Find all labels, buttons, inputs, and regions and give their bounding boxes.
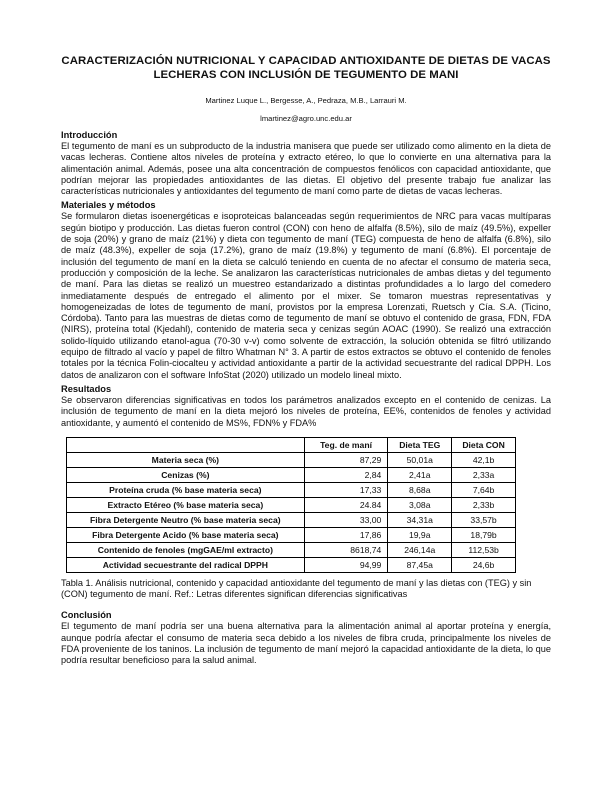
row-label: Proteína cruda (% base materia seca) [67,482,305,497]
author-email: lmartinez@agro.unc.edu.ar [260,114,352,123]
cell-dieta-teg: 19,9a [388,527,452,542]
results-table [66,437,516,573]
cell-teg: 94,99 [304,557,388,572]
table-row [67,542,516,557]
row-label: Materia seca (%) [67,452,305,467]
cell-teg: 8618,74 [304,542,388,557]
results-text: Se observaron diferencias significativas en todos los parámetros analizados excepto en el contenido de cenizas. La inclusión de tegumento de maní en la dieta mejoró los niveles de proteína, EE%, contenidos de fenoles y actividad antioxidante, y aumentó el contenido de MS%, FDN% y FDA% [61,394,551,428]
cell-dieta-con: 33,57b [452,512,516,527]
cell-dieta-teg: 2,41a [388,467,452,482]
cell-dieta-con: 2,33a [452,467,516,482]
table-header-dieta-con: Dieta CON [452,437,516,452]
row-label: Fibra Detergente Neutro (% base materia seca) [67,512,305,527]
cell-dieta-teg: 34,31a [388,512,452,527]
cell-dieta-con: 42,1b [452,452,516,467]
intro-text: El tegumento de maní es un subproducto de la industria manisera que puede ser utilizado como alimento en la dieta de vacas lecheras. Contiene altos niveles de proteína y extracto etéreo, lo que lo convierte en una alternativa para la alimentación animal. Además, posee una alta concentración de compuestos fenólicos con capacidad antioxidante, que podrían mejorar las propiedades antioxidantes de las dietas. El objetivo del presente trabajo fue analizar las características nutricionales y antioxidantes del tegumento de maní como parte de dietas de vacas lecheras. [61,141,551,197]
cell-dieta-con: 18,79b [452,527,516,542]
results-heading: Resultados [61,383,112,394]
cell-teg: 87,29 [304,452,388,467]
table-header-dieta-teg: Dieta TEG [388,437,452,452]
cell-dieta-teg: 50,01a [388,452,452,467]
paper-title: CARACTERIZACIÓN NUTRICIONAL Y CAPACIDAD ANTIOXIDANTE DE DIETAS DE VACAS LECHERAS CON INCLUSIÓN DE TEGUMENTO DE MANI [61,55,551,81]
author-list: Martinez Luque L., Bergesse, A., Pedraza, M.B., Larrauri M. [205,96,407,105]
cell-teg: 2,84 [304,467,388,482]
conclusion-heading: Conclusión [61,610,112,621]
cell-dieta-con: 112,53b [452,542,516,557]
table-header-row [67,437,516,452]
table-header-teg: Teg. de maní [304,437,388,452]
cell-dieta-con: 2,33b [452,497,516,512]
conclusion-text: El tegumento de maní podría ser una buena alternativa para la alimentación animal al aportar proteína y energía, aunque podría afectar el consumo de materia seca debido a los niveles de fibra cruda, principalmente los niveles de FDA proveniente de los taninos. La inclusión de tegumento de maní mejoró la capacidad antioxidante de la dieta, lo que podría resultar beneficioso para la salud animal. [61,621,551,666]
row-label: Fibra Detergente Acido (% base materia seca) [67,527,305,542]
intro-heading: Introducción [61,130,118,140]
row-label: Contenido de fenoles (mgGAE/ml extracto) [67,542,305,557]
methods-text: Se formularon dietas isoenergéticas e isoproteicas balanceadas según requerimientos de NRC para vacas multíparas según biotipo y producción. Las dietas fueron control (CON) con heno de alfalfa (8.5%), silo de maíz (49.5%), expeller de soja (20%) y grano de maíz (21%) y dieta con tegumento de maní (TEG) compuesta de heno de alfalfa (6.8%), silo de maíz (48.3%), expeller de soja (17.2%), grano de maíz (19.8%) y tegumento de maní (6.8%). El porcentaje de inclusión del tegumento de maní en la dieta se calculó teniendo en cuenta de no afectar el consumo de materia seca, producción y composición de la leche. Se analizaron las características nutricionales de ambas dietas y del tegumento de maní. Para las dietas se realizó un muestreo estandarizado a distintas profundidades a lo largo del comedero inmediatamente después de entregado el alimento por el mixer. Se tomaron muestras representativas y homogeneizadas de lotes de tegumento de maní, provistos por la empresa Lorenzati, Ruetsch y Cía. S.A. (Ticino, Córdoba). Tanto para las muestras de dietas como de tegumento de maní se obtuvo el contenido de grasa, FDN, FDA (NIRS), proteína total (Kjedahl), contenido de materia seca y cenizas según AOAC (1990). Se realizó una extracción solido-líquido utilizando etanol-agua (70-30 v-v) como solvente de extracción, la solución obtenida se filtró utilizando equipo de filtrado al vacío y papel de filtro Whatman N° 3. A partir de estos extractos se obtuvo el contenido de fenoles totales por la técnica Folin-ciocalteu y actividad antioxidante a partir de la actividad secuestrante del radical DPPH. Los datos de analizaron con el software InfoStat (2020) utilizado un modelo lineal mixto. [61,211,551,380]
cell-dieta-teg: 8,68a [388,482,452,497]
cell-dieta-con: 7,64b [452,482,516,497]
cell-dieta-teg: 87,45a [388,557,452,572]
row-label: Cenizas (%) [67,467,305,482]
table-caption: Tabla 1. Análisis nutricional, contenido y capacidad antioxidante del tegumento de maní y las dietas con (TEG) y sin (CON) tegumento de maní. Ref.: Letras diferentes significan diferencias significativas [61,577,532,600]
table-row [67,452,516,467]
table-row [67,482,516,497]
cell-teg: 24.84 [304,497,388,512]
table-row [67,497,516,512]
cell-dieta-con: 24,6b [452,557,516,572]
methods-heading: Materiales y métodos [61,200,156,211]
table-header-blank [67,437,305,452]
table-row [67,467,516,482]
table-row [67,527,516,542]
table-row [67,557,516,572]
cell-teg: 17,86 [304,527,388,542]
cell-teg: 33,00 [304,512,388,527]
row-label: Actividad secuestrante del radical DPPH [67,557,305,572]
cell-dieta-teg: 3,08a [388,497,452,512]
cell-teg: 17,33 [304,482,388,497]
table-row [67,512,516,527]
row-label: Extracto Etéreo (% base materia seca) [67,497,305,512]
cell-dieta-teg: 246,14a [388,542,452,557]
